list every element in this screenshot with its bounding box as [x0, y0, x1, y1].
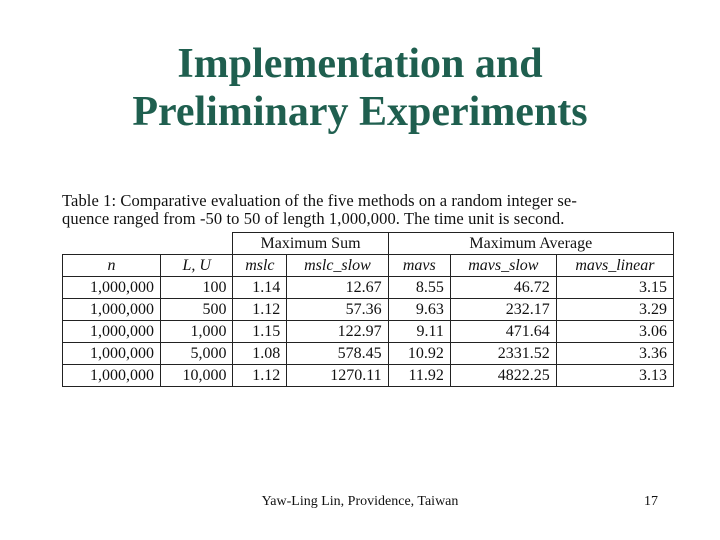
page-number: 17 — [644, 494, 658, 509]
table-cell: 8.55 — [388, 277, 450, 299]
table-cell: 1.14 — [233, 277, 287, 299]
table-column-header-row — [63, 255, 674, 277]
table-cell: 1,000,000 — [63, 365, 161, 387]
group-header-max-average: Maximum Average — [388, 233, 673, 255]
table-cell: 1,000,000 — [63, 343, 161, 365]
column-header: L, U — [160, 255, 233, 277]
title-line-2: Preliminary Experiments — [132, 89, 588, 135]
column-header: mavs — [388, 255, 450, 277]
table-header-blank — [63, 233, 233, 255]
table-cell: 1,000,000 — [63, 277, 161, 299]
table-cell: 9.63 — [388, 299, 450, 321]
column-header: mslc_slow — [287, 255, 388, 277]
table-cell: 3.13 — [556, 365, 673, 387]
table-cell: 1.12 — [233, 299, 287, 321]
table-cell: 578.45 — [287, 343, 388, 365]
table-cell: 3.06 — [556, 321, 673, 343]
table-cell: 3.15 — [556, 277, 673, 299]
table-cell: 11.92 — [388, 365, 450, 387]
table-cell: 57.36 — [287, 299, 388, 321]
table-cell: 1,000,000 — [63, 299, 161, 321]
table-cell: 3.36 — [556, 343, 673, 365]
slide-title — [0, 40, 720, 136]
table-cell: 1.12 — [233, 365, 287, 387]
caption-line-1: Table 1: Comparative evaluation of the five methods on a random integer se- — [62, 191, 577, 210]
title-line-1: Implementation and — [177, 41, 543, 87]
table-cell: 1,000 — [160, 321, 233, 343]
table-cell: 471.64 — [450, 321, 556, 343]
column-header: n — [63, 255, 161, 277]
table-cell: 100 — [160, 277, 233, 299]
table-row — [63, 365, 674, 387]
table-cell: 232.17 — [450, 299, 556, 321]
table-cell: 46.72 — [450, 277, 556, 299]
table-cell: 4822.25 — [450, 365, 556, 387]
table-row — [63, 321, 674, 343]
slide-footer: Yaw-Ling Lin, Providence, Taiwan — [261, 494, 459, 509]
table-cell: 500 — [160, 299, 233, 321]
table-cell: 9.11 — [388, 321, 450, 343]
table-cell: 2331.52 — [450, 343, 556, 365]
table-cell: 3.29 — [556, 299, 673, 321]
table-cell: 1.08 — [233, 343, 287, 365]
table-cell: 1,000,000 — [63, 321, 161, 343]
table-cell: 12.67 — [287, 277, 388, 299]
table-cell: 122.97 — [287, 321, 388, 343]
results-table — [62, 232, 674, 387]
group-header-max-sum: Maximum Sum — [233, 233, 388, 255]
column-header: mslc — [233, 255, 287, 277]
table-cell: 1.15 — [233, 321, 287, 343]
column-header: mavs_linear — [556, 255, 673, 277]
column-header: mavs_slow — [450, 255, 556, 277]
table-cell: 1270.11 — [287, 365, 388, 387]
caption-line-2: quence ranged from -50 to 50 of length 1,000,000. The time unit is second. — [62, 209, 565, 228]
table-group-header-row — [63, 233, 674, 255]
table-cell: 10,000 — [160, 365, 233, 387]
table-row — [63, 277, 674, 299]
table-cell: 5,000 — [160, 343, 233, 365]
table-caption — [62, 192, 672, 228]
table-cell: 10.92 — [388, 343, 450, 365]
table-row — [63, 299, 674, 321]
table-row — [63, 343, 674, 365]
